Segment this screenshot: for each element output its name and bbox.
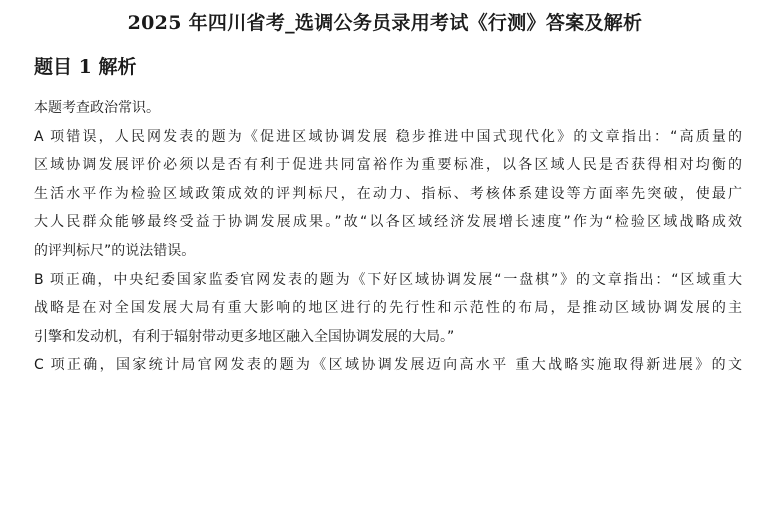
- paragraph-line: 战略是在对全国发展大局有重大影响的地区进行的先行性和示范性的布局，是推动区域协调发展的主: [34, 300, 742, 317]
- document-title: 2025 年四川省考_选调公务员录用考试《行测》答案及解析: [127, 12, 643, 34]
- paragraph-line: C 项正确，国家统计局官网发表的题为《区域协调发展迈向高水平 重大战略实施取得新进展》的文: [34, 357, 742, 374]
- paragraph-line: 区域协调发展评价必须以是否有利于促进共同富裕作为重要标准，以各区域人民是否获得相对均衡的: [34, 157, 742, 174]
- paragraph-line: 生活水平作为检验区域政策成效的评判标尺，在动力、指标、考核体系建设等方面率先突破，使最广: [34, 185, 742, 202]
- paragraph-line: 的评判标尺”的说法错误。: [34, 242, 196, 259]
- section-heading: 题目 1 解析: [34, 56, 137, 78]
- paragraph-line: 大人民群众能够最终受益于协调发展成果。”故“以各区域经济发展增长速度”作为“检验区域战略成效: [34, 214, 742, 231]
- answer-explanation: [34, 94, 742, 380]
- paragraph-line: B 项正确，中央纪委国家监委官网发表的题为《下好区域协调发展“一盘棋”》的文章指出：“区域重大: [34, 271, 742, 288]
- paragraph-line: 本题考查政治常识。: [34, 100, 160, 116]
- paragraph-line: A 项错误，人民网发表的题为《促进区域协调发展 稳步推进中国式现代化》的文章指出：“高质量的: [34, 128, 742, 145]
- paragraph-line: 引擎和发动机，有利于辐射带动更多地区融入全国协调发展的大局。”: [34, 328, 455, 345]
